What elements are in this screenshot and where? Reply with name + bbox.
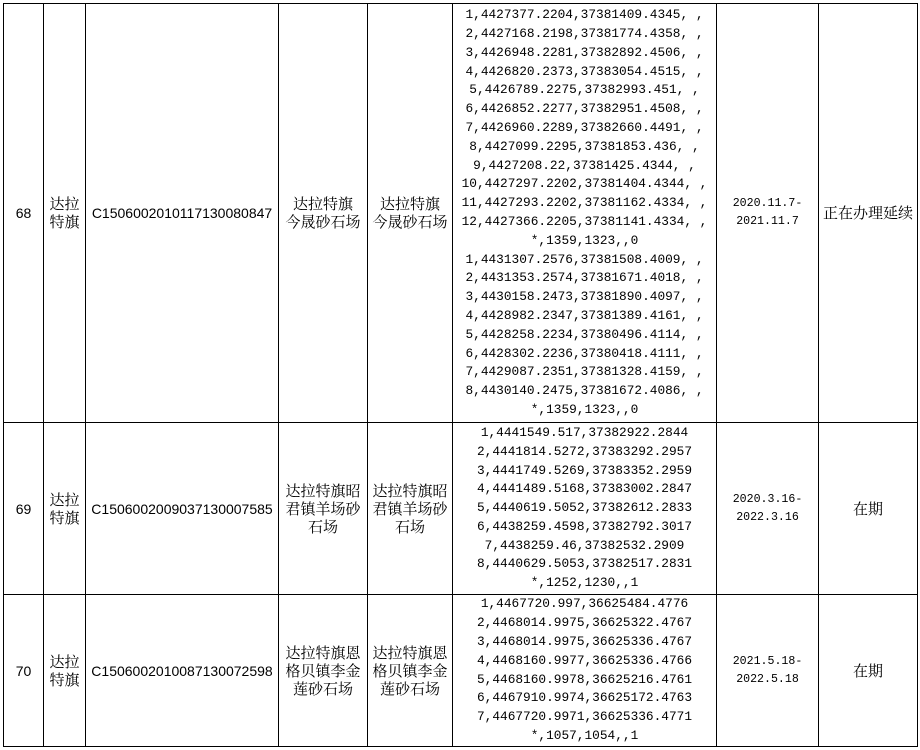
coordinate-line: 6,4467910.9974,36625172.4763 <box>476 690 693 706</box>
license-number-cell <box>86 595 279 747</box>
coordinates-cell <box>453 595 717 747</box>
mine-name-line: 达拉特旗 <box>292 195 353 213</box>
coordinate-line: 4,4426820.2373,37383054.4515, , <box>465 63 704 79</box>
region-cell <box>44 595 86 747</box>
coordinate-line: 11,4427293.2202,37381162.4334, , <box>461 195 708 211</box>
owner-name-cell <box>368 423 453 595</box>
validity-period-cell <box>717 4 819 423</box>
region-line: 特旗 <box>49 213 80 231</box>
table-row <box>4 595 918 747</box>
row-number-cell <box>4 423 44 595</box>
row-number-cell <box>4 4 44 423</box>
coordinate-line: 1,4467720.997,36625484.4776 <box>480 596 689 612</box>
validity-period-line: 2022.3.16 <box>736 510 799 524</box>
row-number: 70 <box>15 662 32 679</box>
table-row <box>4 4 918 423</box>
coordinate-line: 1,4431307.2576,37381508.4009, , <box>465 251 704 267</box>
coordinate-line: 4,4468160.9977,36625336.4766 <box>476 652 693 668</box>
validity-period-cell <box>717 423 819 595</box>
coordinate-line: 3,4426948.2281,37382892.4506, , <box>465 44 704 60</box>
coordinate-line: 8,4427099.2295,37381853.436, , <box>469 138 700 154</box>
owner-name-cell <box>368 595 453 747</box>
coordinate-line: 12,4427366.2205,37381141.4334, , <box>461 214 708 229</box>
coordinate-line: 2,4427168.2198,37381774.4358, , <box>465 26 704 42</box>
mine-name-line: 莲砂石场 <box>292 679 353 698</box>
coordinate-line: 8,4430140.2475,37381672.4086, , <box>465 383 704 399</box>
coordinate-line: 5,4428258.2234,37380496.4114, , <box>465 326 704 342</box>
coordinate-line: *,1359,1323,,0 <box>530 232 639 248</box>
coordinate-line: *,1252,1230,,1 <box>530 575 639 591</box>
status-cell <box>819 595 918 747</box>
mine-name-cell <box>279 423 368 595</box>
coordinate-line: 2,4441814.5272,37383292.2957 <box>476 443 693 459</box>
coordinate-line: 7,4426960.2289,37382660.4491, , <box>465 120 704 136</box>
validity-period-line: 2020.3.16- <box>732 492 803 506</box>
coordinate-line: 2,4431353.2574,37381671.4018, , <box>465 270 704 286</box>
coordinate-line: 6,4428302.2236,37380418.4111, , <box>465 345 704 361</box>
coordinate-line: 4,4441489.5168,37383002.2847 <box>476 481 693 497</box>
mine-name-line: 格贝镇李金 <box>285 661 361 680</box>
validity-period-line: 2020.11.7- <box>732 197 803 210</box>
owner-name-line: 达拉特旗恩 <box>372 643 448 662</box>
mine-name-line: 君镇羊场砂 <box>285 499 361 518</box>
license-number-cell <box>86 423 279 595</box>
coordinate-line: 6,4426852.2277,37382951.4508, , <box>465 101 704 117</box>
coordinate-line: 3,4441749.5269,37383352.2959 <box>476 462 693 478</box>
owner-name-cell <box>368 4 453 423</box>
license-number: C1506002010117130080847 <box>91 205 273 221</box>
row-number-cell <box>4 595 44 747</box>
coordinate-line: 5,4440619.5052,37382612.2833 <box>476 500 693 516</box>
mine-name-line: 今晟砂石场 <box>285 213 361 231</box>
coordinate-line: *,1359,1323,,0 <box>530 401 639 417</box>
coordinate-line: 2,4468014.9975,36625322.4767 <box>476 615 693 631</box>
region-line: 达拉 <box>49 652 80 671</box>
validity-period-line: 2022.5.18 <box>736 672 799 686</box>
row-number: 68 <box>15 205 32 221</box>
status-cell <box>819 4 918 423</box>
region-cell <box>44 4 86 423</box>
mine-name-cell <box>279 595 368 747</box>
license-number: C1506002009037130007585 <box>91 500 273 517</box>
owner-name-line: 今晟砂石场 <box>372 213 448 231</box>
owner-name-line: 达拉特旗昭 <box>372 481 448 500</box>
status-cell <box>819 423 918 595</box>
owner-name-line: 君镇羊场砂 <box>372 499 448 518</box>
coordinate-line: 6,4438259.4598,37382792.3017 <box>476 518 693 534</box>
coordinate-line: *,1057,1054,,1 <box>530 727 639 743</box>
coordinate-line: 7,4467720.9971,36625336.4771 <box>476 709 693 725</box>
row-number: 69 <box>15 500 32 517</box>
region-cell <box>44 423 86 595</box>
owner-name-line: 达拉特旗 <box>379 195 440 213</box>
table-body <box>4 4 918 747</box>
table-row <box>4 423 918 595</box>
coordinate-line: 8,4440629.5053,37382517.2831 <box>476 556 693 572</box>
owner-name-line: 石场 <box>394 517 425 536</box>
mine-name-line: 石场 <box>307 517 338 536</box>
region-line: 达拉 <box>49 195 80 213</box>
mine-name-line: 达拉特旗恩 <box>285 643 361 662</box>
mine-name-cell <box>279 4 368 423</box>
region-line: 特旗 <box>49 508 80 527</box>
validity-period-line: 2021.5.18- <box>732 654 803 668</box>
coordinate-line: 1,4441549.517,37382922.2844 <box>480 424 689 440</box>
coordinate-line: 3,4430158.2473,37381890.4097, , <box>465 289 704 305</box>
validity-period-line: 2021.11.7 <box>736 215 799 228</box>
region-line: 特旗 <box>49 670 80 689</box>
coordinate-line: 7,4429087.2351,37381328.4159, , <box>465 364 704 380</box>
coordinate-line: 5,4468160.9978,36625216.4761 <box>476 671 693 687</box>
coordinates-cell <box>453 423 717 595</box>
status-text: 正在办理延续 <box>822 204 913 222</box>
owner-name-line: 莲砂石场 <box>379 679 440 698</box>
coordinate-line: 9,4427208.22,37381425.4344, , <box>473 157 696 173</box>
status-text: 在期 <box>852 661 883 680</box>
license-number: C1506002010087130072598 <box>91 662 273 679</box>
coordinate-line: 10,4427297.2202,37381404.4344, , <box>461 176 708 192</box>
coordinate-line: 4,4428982.2347,37381389.4161, , <box>465 307 704 323</box>
coordinate-line: 5,4426789.2275,37382993.451, , <box>469 82 700 98</box>
mining-rights-table <box>3 3 918 747</box>
license-number-cell <box>86 4 279 423</box>
validity-period-cell <box>717 595 819 747</box>
owner-name-line: 格贝镇李金 <box>372 661 448 680</box>
coordinates-cell <box>453 4 717 423</box>
status-text: 在期 <box>852 499 883 518</box>
coordinate-line: 3,4468014.9975,36625336.4767 <box>476 633 693 649</box>
coordinate-line: 7,4438259.46,37382532.2909 <box>484 537 685 553</box>
coordinate-line: 1,4427377.2204,37381409.4345, , <box>465 7 704 23</box>
mine-name-line: 达拉特旗昭 <box>285 481 361 500</box>
region-line: 达拉 <box>49 490 80 509</box>
